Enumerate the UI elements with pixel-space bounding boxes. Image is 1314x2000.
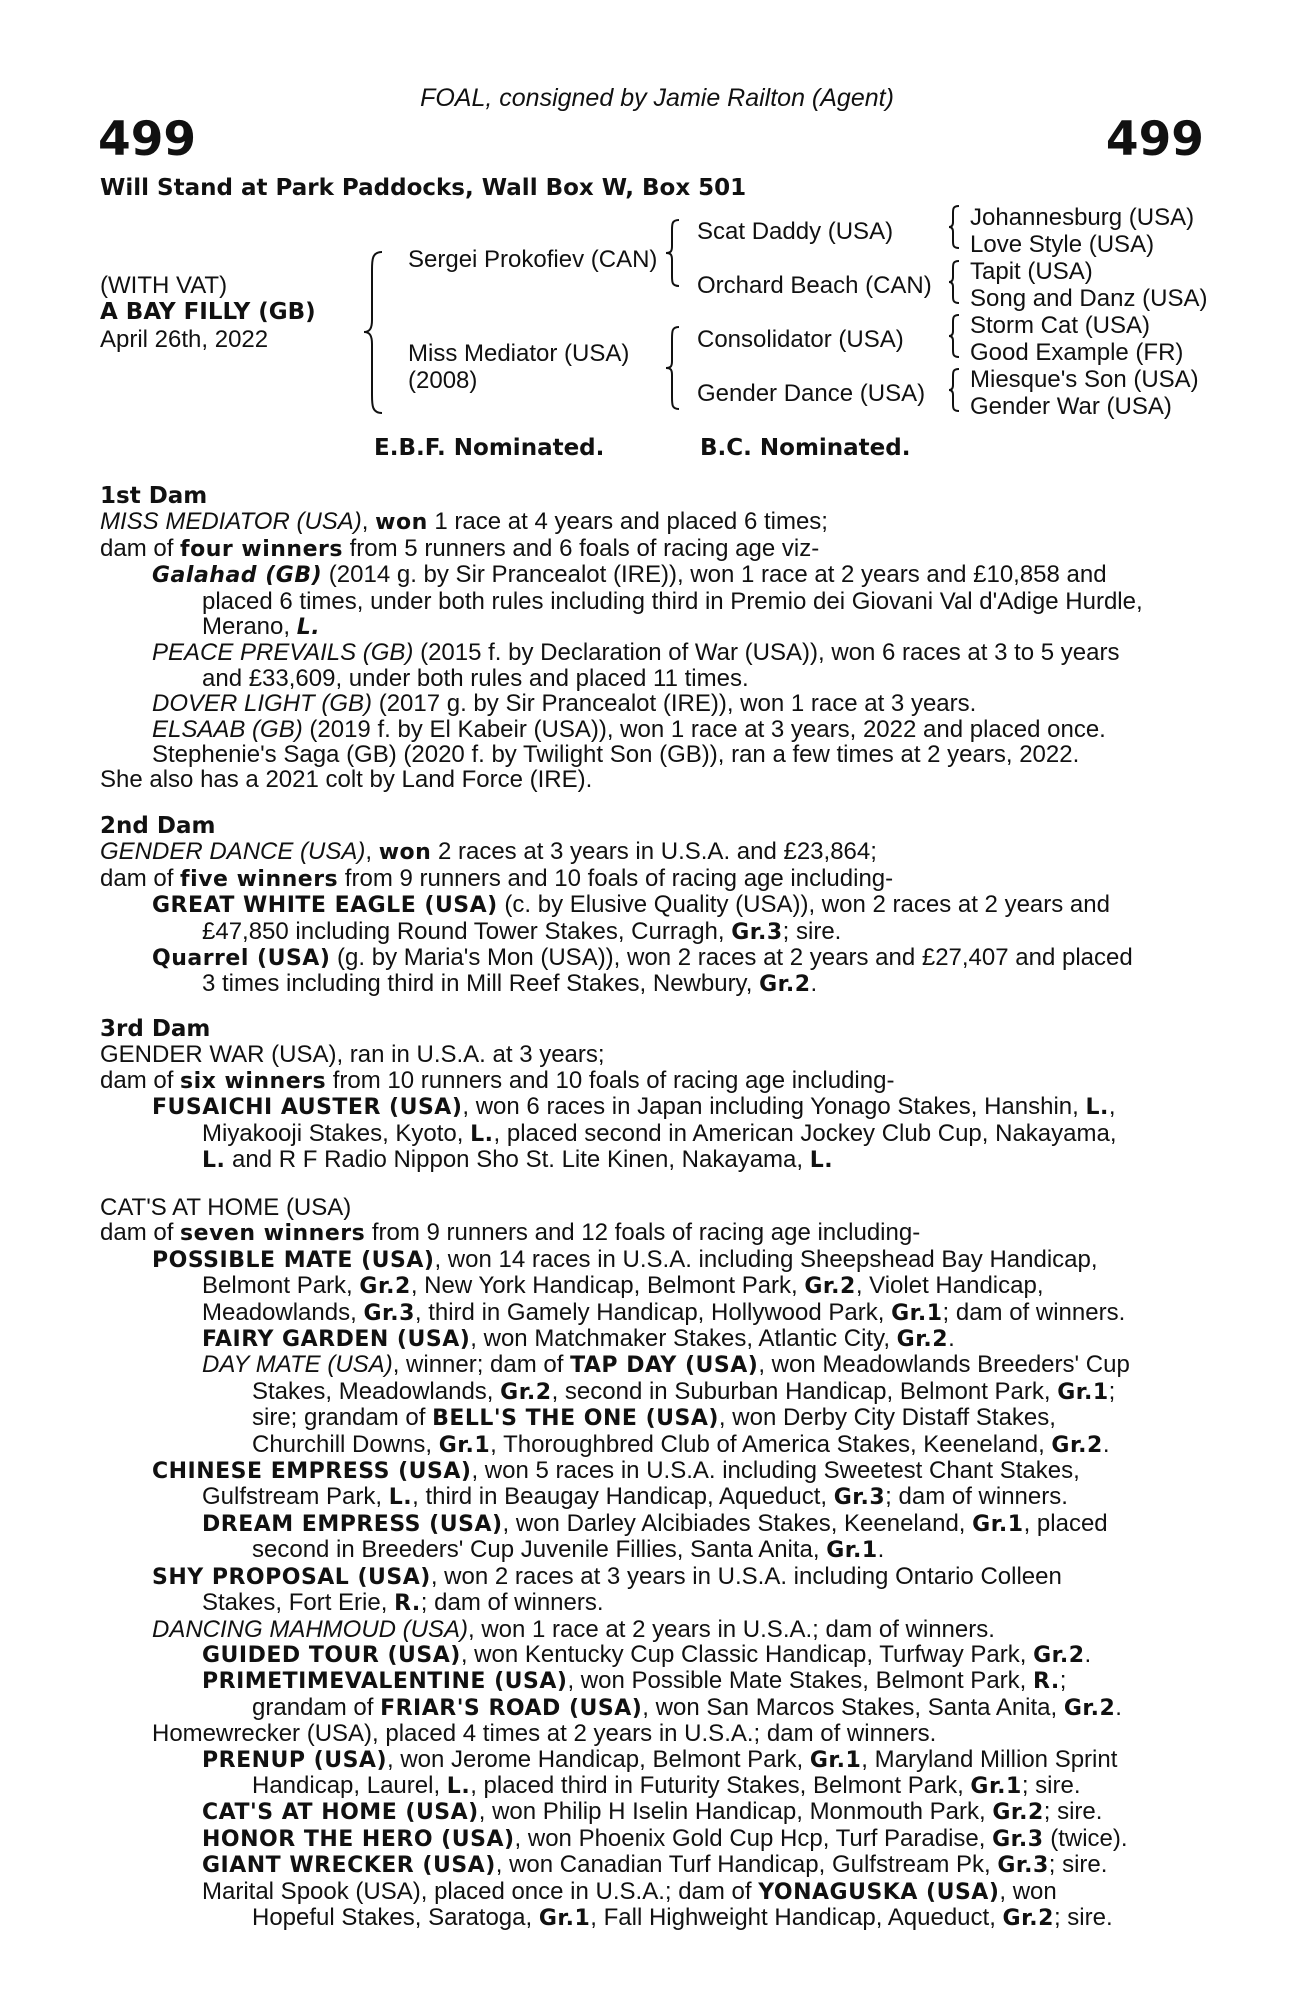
produce-2021-colt: She also has a 2021 colt by Land Force (IRE).: [100, 766, 593, 794]
produce-galahad: Galahad (GB) (2014 g. by Sir Prancealot (IRE)), won 1 race at 2 years and £10,858 and: [152, 561, 1107, 589]
dsd-name: Good Example (FR): [970, 339, 1184, 366]
foaling-date: April 26th, 2022: [100, 326, 269, 353]
produce-day-mate: DAY MATE (USA), winner; dam of TAP DAY (USA), won Meadowlands Breeders' Cup: [202, 1351, 1130, 1379]
sds-name: Tapit (USA): [970, 258, 1093, 285]
produce-honor-the-hero: HONOR THE HERO (USA), won Phoenix Gold Cup Hcp, Turf Paradise, Gr.3 (twice).: [202, 1824, 1128, 1852]
ebf-nominated: E.B.F. Nominated.: [374, 435, 605, 461]
dss-name: Storm Cat (USA): [970, 312, 1151, 339]
produce-homewrecker: Homewrecker (USA), placed 4 times at 2 years in U.S.A.; dam of winners.: [152, 1720, 937, 1748]
produce-possible-mate: POSSIBLE MATE (USA), won 14 races in U.S.A. including Sheepshead Bay Handicap,: [152, 1245, 1098, 1273]
stand-location: Will Stand at Park Paddocks, Wall Box W, Box 501: [100, 175, 747, 201]
lot-title: A BAY FILLY (GB): [100, 299, 316, 325]
produce-primetimevalentine: PRIMETIMEVALENTINE (USA), won Possible Mate Stakes, Belmont Park, R.;: [202, 1667, 1067, 1695]
sire-sire: Scat Daddy (USA): [697, 218, 894, 245]
produce-fusaichi-auster-cont2: L. and R F Radio Nippon Sho St. Lite Kinen, Nakayama, L.: [202, 1146, 834, 1174]
pedigree-brace-dam: [663, 325, 685, 411]
produce-dancing-mahmoud: DANCING MAHMOUD (USA), won 1 race at 2 years in U.S.A.; dam of winners.: [152, 1615, 995, 1643]
produce-shy-proposal: SHY PROPOSAL (USA), won 2 races at 3 years in U.S.A. including Ontario Colleen: [152, 1562, 1062, 1590]
produce-peace-prevails-cont: and £33,609, under both rules and placed 11 times.: [202, 664, 749, 692]
produce-day-mate-cont3: Churchill Downs, Gr.1, Thoroughbred Club of America Stakes, Keeneland, Gr.2.: [252, 1430, 1110, 1458]
vat-note: (WITH VAT): [100, 272, 228, 299]
dam-dam: Gender Dance (USA): [697, 380, 926, 407]
ddd-name: Gender War (USA): [970, 393, 1172, 420]
second-dam-section: [100, 814, 1210, 998]
fourth-dam-section: [100, 1195, 1210, 1931]
first-dam-line2: dam of four winners from 5 runners and 6 foals of racing age viz-: [100, 534, 820, 562]
produce-day-mate-cont: Stakes, Meadowlands, Gr.2, second in Suburban Handicap, Belmont Park, Gr.1;: [252, 1377, 1116, 1405]
produce-shy-proposal-cont: Stakes, Fort Erie, R.; dam of winners.: [202, 1589, 604, 1617]
dam-name: Miss Mediator (USA): [408, 340, 630, 367]
dam-sire: Consolidator (USA): [697, 326, 904, 353]
produce-fusaichi-auster-cont: Miyakooji Stakes, Kyoto, L., placed second in American Jockey Club Cup, Nakayama,: [202, 1119, 1117, 1147]
second-dam-heading: 2nd Dam: [100, 813, 216, 839]
produce-primetimevalentine-cont: grandam of FRIAR'S ROAD (USA), won San Marcos Stakes, Santa Anita, Gr.2.: [252, 1693, 1122, 1721]
pedigree-brace-sd: [946, 259, 964, 305]
sdd-name: Song and Danz (USA): [970, 285, 1208, 312]
fourth-dam-line1: CAT'S AT HOME (USA): [100, 1194, 352, 1221]
produce-marital-spook: Marital Spook (USA), placed once in U.S.A.; dam of YONAGUSKA (USA), won: [202, 1877, 1057, 1905]
dam-year: (2008): [408, 367, 478, 394]
produce-great-white-eagle: GREAT WHITE EAGLE (USA) (c. by Elusive Quality (USA)), won 2 races at 2 years and: [152, 891, 1110, 919]
produce-prenup-cont: Handicap, Laurel, L., placed third in Futurity Stakes, Belmont Park, Gr.1; sire.: [252, 1771, 1081, 1799]
produce-great-white-eagle-cont: £47,850 including Round Tower Stakes, Curragh, Gr.3; sire.: [202, 917, 842, 945]
second-dam-line2: dam of five winners from 9 runners and 10 foals of racing age including-: [100, 864, 894, 892]
produce-dover-light: DOVER LIGHT (GB) (2017 g. by Sir Prancealot (IRE)), won 1 race at 3 years.: [152, 690, 977, 718]
pedigree-brace-dd: [946, 367, 964, 413]
produce-elsaab: ELSAAB (GB) (2019 f. by El Kabeir (USA)), won 1 race at 3 years, 2022 and placed once.: [152, 715, 1106, 743]
produce-possible-mate-cont2: Meadowlands, Gr.3, third in Gamely Handicap, Hollywood Park, Gr.1; dam of winners.: [202, 1298, 1126, 1326]
lot-number-right: 499: [1105, 112, 1204, 167]
produce-galahad-cont: placed 6 times, under both rules including third in Premio dei Giovani Val d'Adige Hurdle,: [202, 587, 1143, 615]
produce-dream-empress-cont: second in Breeders' Cup Juvenile Fillies, Santa Anita, Gr.1.: [252, 1536, 885, 1564]
produce-galahad-cont2: Merano, L.: [202, 613, 321, 641]
produce-marital-spook-cont: Hopeful Stakes, Saratoga, Gr.1, Fall Highweight Handicap, Aqueduct, Gr.2; sire.: [252, 1903, 1113, 1931]
produce-day-mate-cont2: sire; grandam of BELL'S THE ONE (USA), won Derby City Distaff Stakes,: [252, 1404, 1056, 1432]
pedigree-brace-sire: [663, 218, 685, 288]
bc-nominated: B.C. Nominated.: [700, 435, 911, 461]
consignment-line: FOAL, consigned by Jamie Railton (Agent): [420, 84, 894, 112]
produce-chinese-empress-cont: Gulfstream Park, L., third in Beaugay Handicap, Aqueduct, Gr.3; dam of winners.: [202, 1483, 1068, 1511]
sire-name: Sergei Prokofiev (CAN): [408, 246, 658, 273]
produce-fusaichi-auster: FUSAICHI AUSTER (USA), won 6 races in Japan including Yonago Stakes, Hanshin, L.,: [152, 1093, 1116, 1121]
produce-giant-wrecker: GIANT WRECKER (USA), won Canadian Turf Handicap, Gulfstream Pk, Gr.3; sire.: [202, 1851, 1108, 1879]
dds-name: Miesque's Son (USA): [970, 366, 1199, 393]
produce-cats-at-home: CAT'S AT HOME (USA), won Philip H Iselin Handicap, Monmouth Park, Gr.2; sire.: [202, 1798, 1103, 1826]
fourth-dam-line2: dam of seven winners from 9 runners and 12 foals of racing age including-: [100, 1219, 921, 1247]
ssd-name: Love Style (USA): [970, 231, 1155, 258]
first-dam-heading: 1st Dam: [100, 483, 208, 509]
first-dam-line1: MISS MEDIATOR (USA), won 1 race at 4 years and placed 6 times;: [100, 508, 828, 536]
produce-stephenies-saga: Stephenie's Saga (GB) (2020 f. by Twilight Son (GB)), ran a few times at 2 years, 2022.: [152, 741, 1080, 769]
produce-quarrel: Quarrel (USA) (g. by Maria's Mon (USA)), won 2 races at 2 years and £27,407 and placed: [152, 944, 1133, 972]
produce-chinese-empress: CHINESE EMPRESS (USA), won 5 races in U.S.A. including Sweetest Chant Stakes,: [152, 1457, 1080, 1485]
pedigree-brace-ds: [946, 313, 964, 359]
pedigree-brace-main: [360, 250, 390, 415]
third-dam-line1: GENDER WAR (USA), ran in U.S.A. at 3 years;: [100, 1041, 605, 1069]
produce-fairy-garden: FAIRY GARDEN (USA), won Matchmaker Stakes, Atlantic City, Gr.2.: [202, 1325, 955, 1353]
third-dam-line2: dam of six winners from 10 runners and 10 foals of racing age including-: [100, 1066, 895, 1094]
second-dam-line1: GENDER DANCE (USA), won 2 races at 3 years in U.S.A. and £23,864;: [100, 838, 877, 866]
produce-prenup: PRENUP (USA), won Jerome Handicap, Belmont Park, Gr.1, Maryland Million Sprint: [202, 1745, 1118, 1773]
first-dam-section: [100, 484, 1210, 793]
produce-quarrel-cont: 3 times including third in Mill Reef Stakes, Newbury, Gr.2.: [202, 970, 818, 998]
produce-peace-prevails: PEACE PREVAILS (GB) (2015 f. by Declaration of War (USA)), won 6 races at 3 to 5 years: [152, 639, 1120, 667]
produce-guided-tour: GUIDED TOUR (USA), won Kentucky Cup Classic Handicap, Turfway Park, Gr.2.: [202, 1640, 1092, 1668]
produce-possible-mate-cont: Belmont Park, Gr.2, New York Handicap, Belmont Park, Gr.2, Violet Handicap,: [202, 1272, 1044, 1300]
sire-dam: Orchard Beach (CAN): [697, 272, 932, 299]
sss-name: Johannesburg (USA): [970, 204, 1195, 231]
third-dam-section: [100, 1017, 1210, 1173]
lot-number-left: 499: [98, 112, 197, 167]
produce-dream-empress: DREAM EMPRESS (USA), won Darley Alcibiades Stakes, Keeneland, Gr.1, placed: [202, 1509, 1108, 1537]
third-dam-heading: 3rd Dam: [100, 1016, 211, 1042]
pedigree-brace-ss: [946, 204, 964, 250]
